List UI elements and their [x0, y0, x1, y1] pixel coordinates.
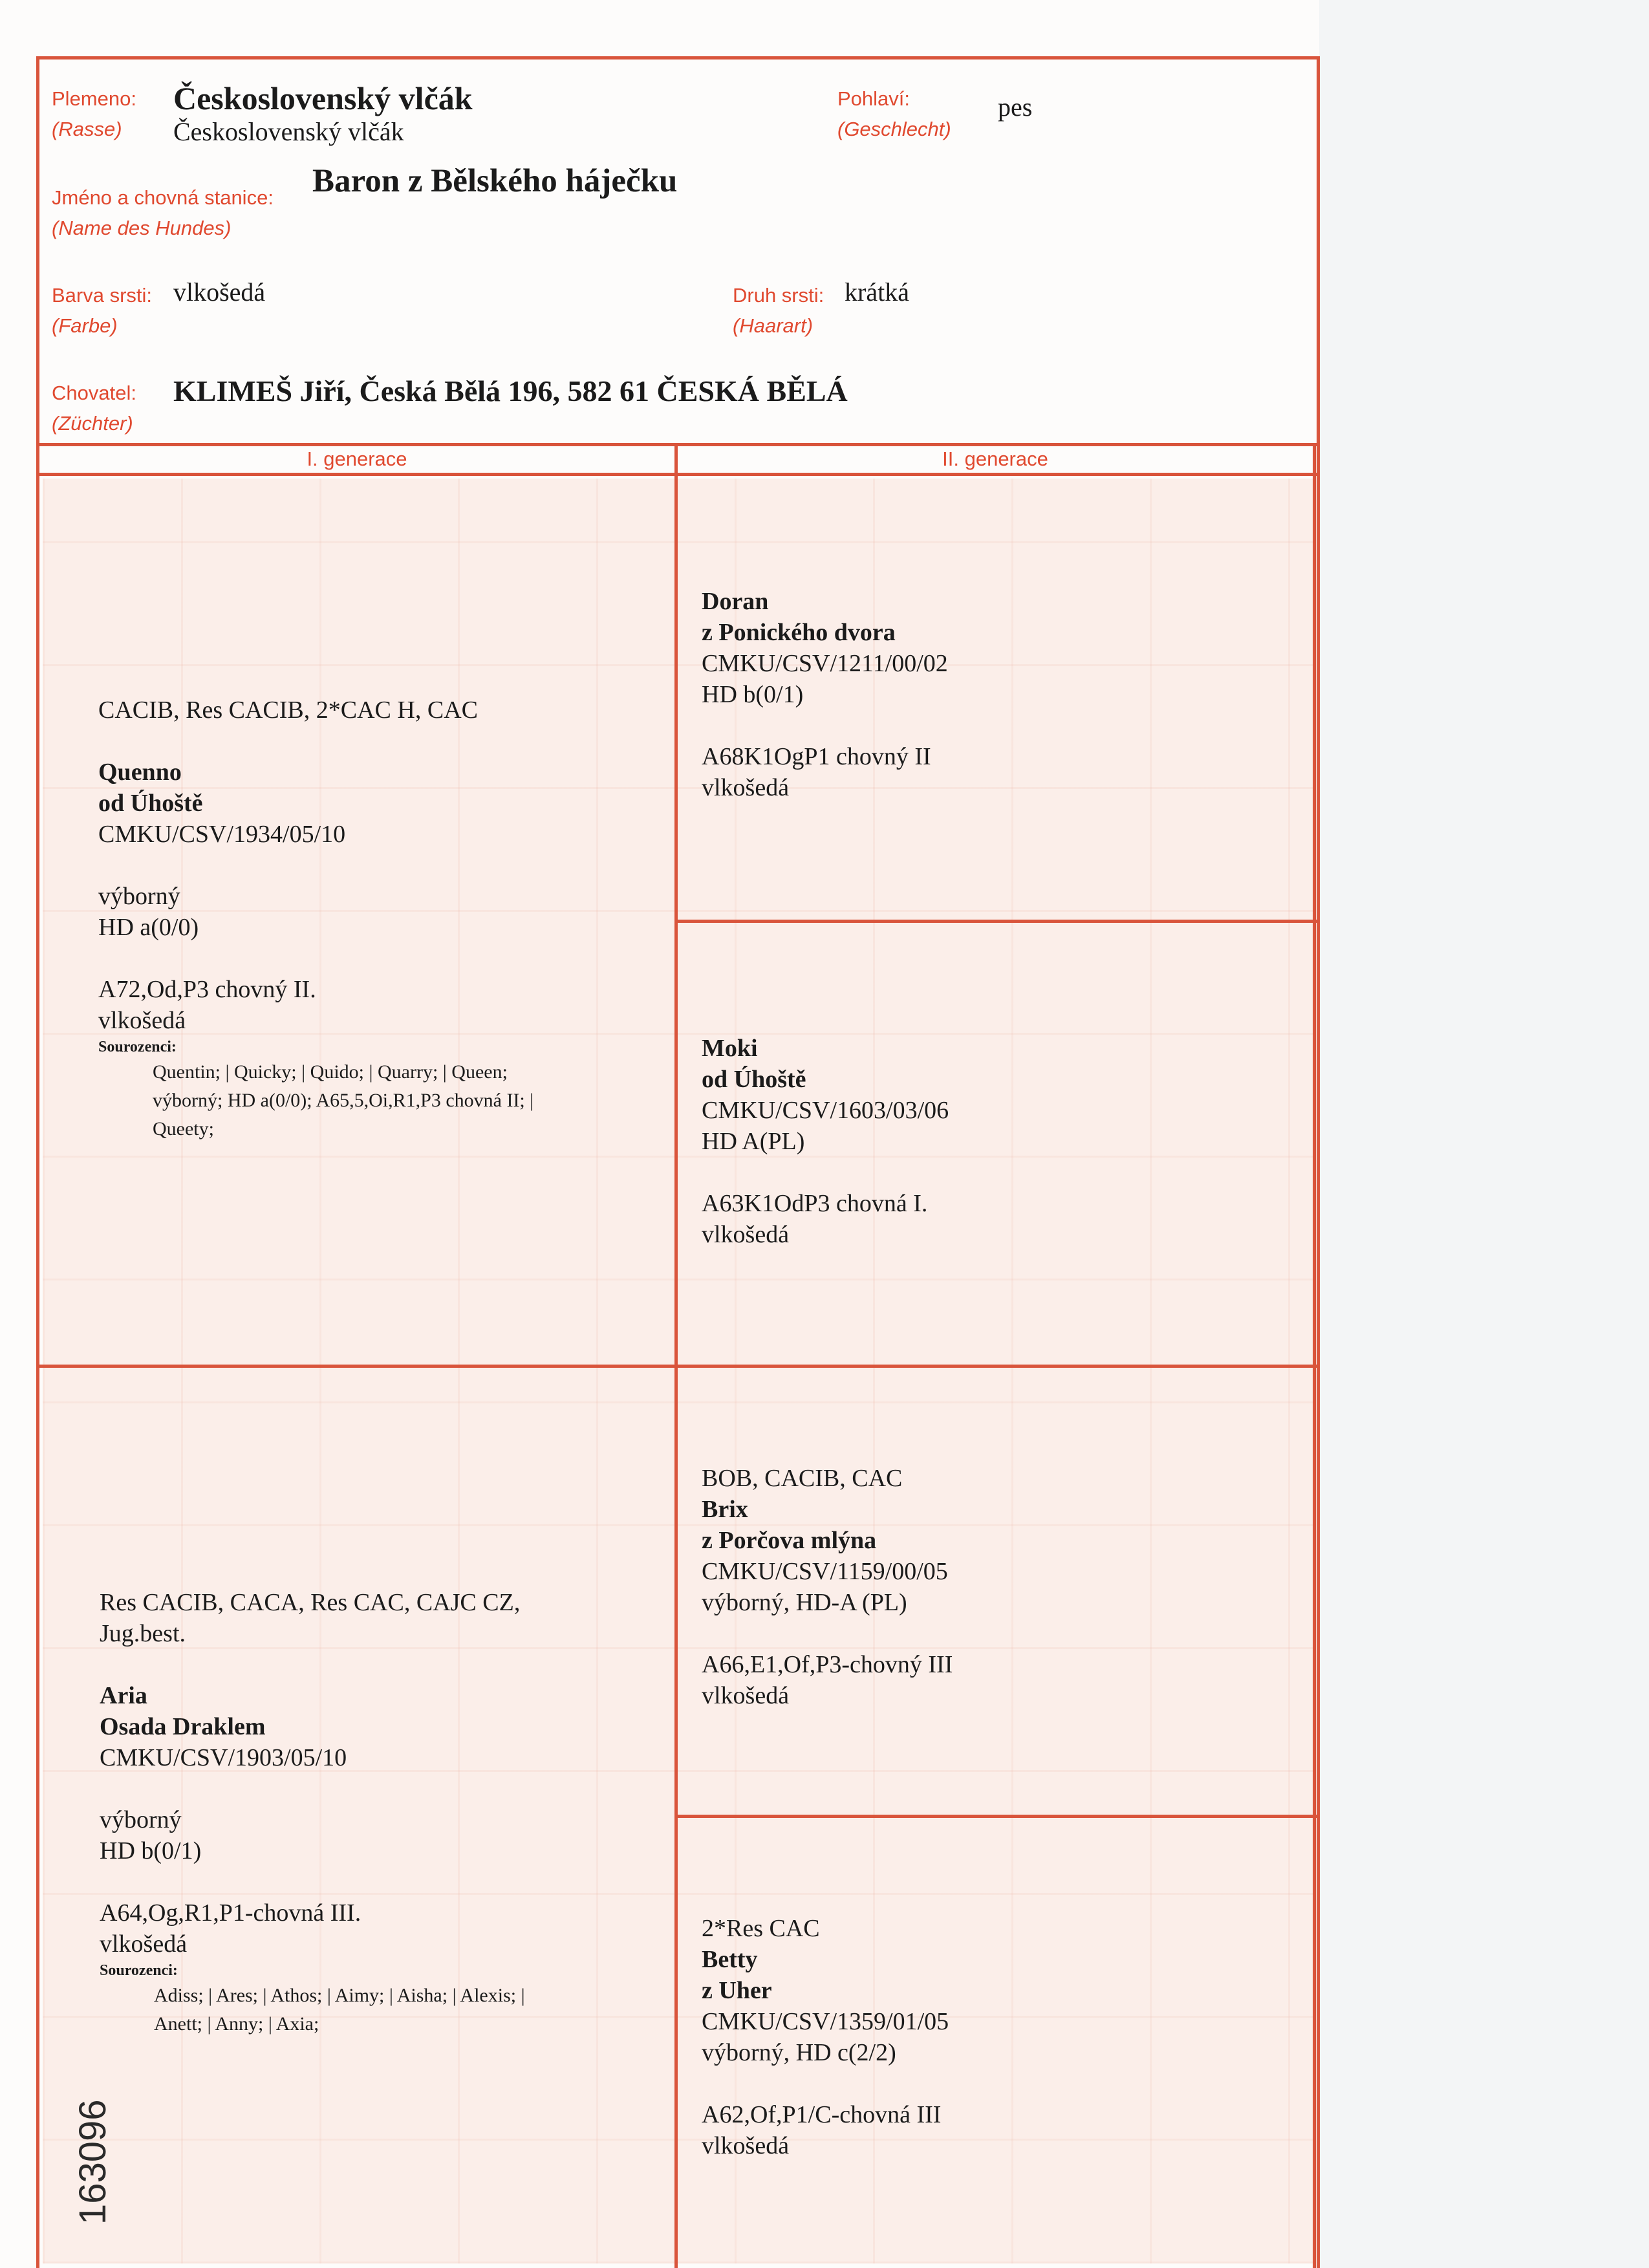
sire-sire-name: Doran: [702, 588, 769, 615]
grid-half-line: [36, 1365, 1320, 1368]
dam-titles: Jug.best.: [100, 1620, 186, 1647]
sire-sire-kennel: z Ponického dvora: [702, 619, 896, 646]
dog-name: Baron z Bělského háječku: [312, 163, 678, 199]
breed-value: Československý vlčák: [173, 80, 473, 116]
color-value: vlkošedá: [173, 277, 266, 307]
sex-label-de: (Geschlecht): [837, 117, 951, 140]
color-label-de: (Farbe): [52, 314, 118, 337]
sire-sire-breeding: A68K1OgP1 chovný II: [702, 743, 931, 770]
grid-quarter-line-1: [674, 920, 1320, 923]
dam-dam-rating-hd: výborný, HD c(2/2): [702, 2039, 896, 2066]
dam-dam-breeding: A62,Of,P1/C-chovná III: [702, 2101, 942, 2128]
breed-label-cz: Plemeno:: [52, 87, 136, 110]
name-label-de: (Name des Hundes): [52, 216, 232, 239]
sire-sire-color: vlkošedá: [702, 774, 790, 801]
dam-sire-reg: CMKU/CSV/1159/00/05: [702, 1558, 948, 1585]
sire-breeding: A72,Od,P3 chovný II.: [98, 976, 316, 1003]
breed-value-secondary: Československý vlčák: [173, 117, 404, 146]
dam-sire-cell: [702, 1463, 1297, 1711]
dam-kennel: Osada Draklem: [100, 1713, 266, 1740]
dam-name: Aria: [100, 1682, 147, 1709]
dam-dam-cell: [702, 1913, 1297, 2161]
sire-dam-reg: CMKU/CSV/1603/03/06: [702, 1097, 949, 1124]
sire-rating: výborný: [98, 883, 180, 910]
sire-sire-hd: HD b(0/1): [702, 681, 804, 708]
grid-right-border: [1313, 443, 1316, 2268]
name-label-cz: Jméno a chovná stanice:: [52, 186, 274, 209]
sire-titles: CACIB, Res CACIB, 2*CAC H, CAC: [98, 697, 478, 724]
breeder-label-de: (Züchter): [52, 411, 133, 435]
sire-cell: [98, 695, 654, 1143]
sex-label-cz: Pohlaví:: [837, 87, 911, 110]
sire-sire-reg: CMKU/CSV/1211/00/02: [702, 650, 948, 677]
grid-quarter-line-2: [674, 1815, 1320, 1818]
grid-middle-divider: [674, 443, 678, 2268]
coat-value: krátká: [845, 277, 909, 307]
sire-dam-color: vlkošedá: [702, 1221, 790, 1248]
dam-dam-titles: 2*Res CAC: [702, 1915, 820, 1942]
sire-color: vlkošedá: [98, 1007, 186, 1034]
sire-siblings-line: Queety;: [153, 1118, 214, 1139]
sire-name: Quenno: [98, 759, 182, 786]
dam-sire-kennel: z Porčova mlýna: [702, 1527, 877, 1554]
breed-label: [52, 84, 136, 144]
dam-sire-titles: BOB, CACIB, CAC: [702, 1465, 903, 1492]
dam-sire-name: Brix: [702, 1496, 748, 1523]
sire-dam-kennel: od Úhoště: [702, 1066, 806, 1093]
coat-label: [733, 281, 824, 341]
sire-hd: HD a(0/0): [98, 914, 199, 941]
dam-dam-reg: CMKU/CSV/1359/01/05: [702, 2008, 949, 2035]
dam-hd: HD b(0/1): [100, 1837, 202, 1864]
dam-color: vlkošedá: [100, 1930, 188, 1958]
dam-siblings-label: Sourozenci:: [100, 1962, 178, 1979]
dam-cell: [100, 1587, 656, 2038]
sire-siblings-label: Sourozenci:: [98, 1039, 177, 1055]
dam-reg: CMKU/CSV/1903/05/10: [100, 1744, 347, 1771]
dam-titles: Res CACIB, CACA, Res CAC, CAJC CZ,: [100, 1589, 521, 1616]
gen2-header: II. generace: [942, 448, 1048, 470]
sire-sire-cell: [702, 586, 1297, 803]
grid-header-line: [36, 473, 1320, 476]
sex-label: [837, 84, 951, 144]
sire-reg: CMKU/CSV/1934/05/10: [98, 821, 346, 848]
sire-siblings-line: Quentin; | Quicky; | Quido; | Quarry; | Queen;: [153, 1061, 508, 1083]
dam-breeding: A64,Og,R1,P1-chovná III.: [100, 1899, 361, 1927]
coat-label-de: (Haarart): [733, 314, 814, 337]
sire-dam-hd: HD A(PL): [702, 1128, 805, 1155]
dam-siblings-line: Adiss; | Ares; | Athos; | Aimy; | Aisha; | Alexis; |: [154, 1985, 525, 2006]
dam-siblings-line: Anett; | Anny; | Axia;: [154, 2013, 319, 2035]
breed-label-de: (Rasse): [52, 117, 122, 140]
sex-value: pes: [998, 92, 1033, 122]
sire-dam-cell: [702, 1033, 1297, 1250]
breeder-value: KLIMEŠ Jiří, Česká Bělá 196, 582 61 ČESKÁ BĚLÁ: [173, 374, 848, 407]
sire-kennel: od Úhoště: [98, 790, 203, 817]
sire-dam-name: Moki: [702, 1035, 758, 1062]
name-label: [52, 183, 274, 243]
dam-dam-name: Betty: [702, 1946, 758, 1973]
breeder-label: [52, 378, 136, 438]
coat-label-cz: Druh srsti:: [733, 284, 824, 307]
dam-sire-breeding: A66,E1,Of,P3-chovný III: [702, 1651, 953, 1678]
dam-dam-kennel: z Uher: [702, 1977, 772, 2004]
gen1-header: I. generace: [307, 448, 407, 470]
serial-number: 163096: [72, 2099, 114, 2225]
breeder-label-cz: Chovatel:: [52, 382, 136, 404]
sire-dam-breeding: A63K1OdP3 chovná I.: [702, 1190, 928, 1217]
dam-sire-rating-hd: výborný, HD-A (PL): [702, 1589, 907, 1616]
color-label: [52, 281, 152, 341]
sire-siblings-line: výborný; HD a(0/0); A65,5,Oi,R1,P3 chovná II; |: [153, 1090, 534, 1111]
dam-dam-color: vlkošedá: [702, 2132, 790, 2159]
color-label-cz: Barva srsti:: [52, 284, 153, 307]
dam-sire-color: vlkošedá: [702, 1682, 790, 1709]
dam-rating: výborný: [100, 1806, 182, 1833]
